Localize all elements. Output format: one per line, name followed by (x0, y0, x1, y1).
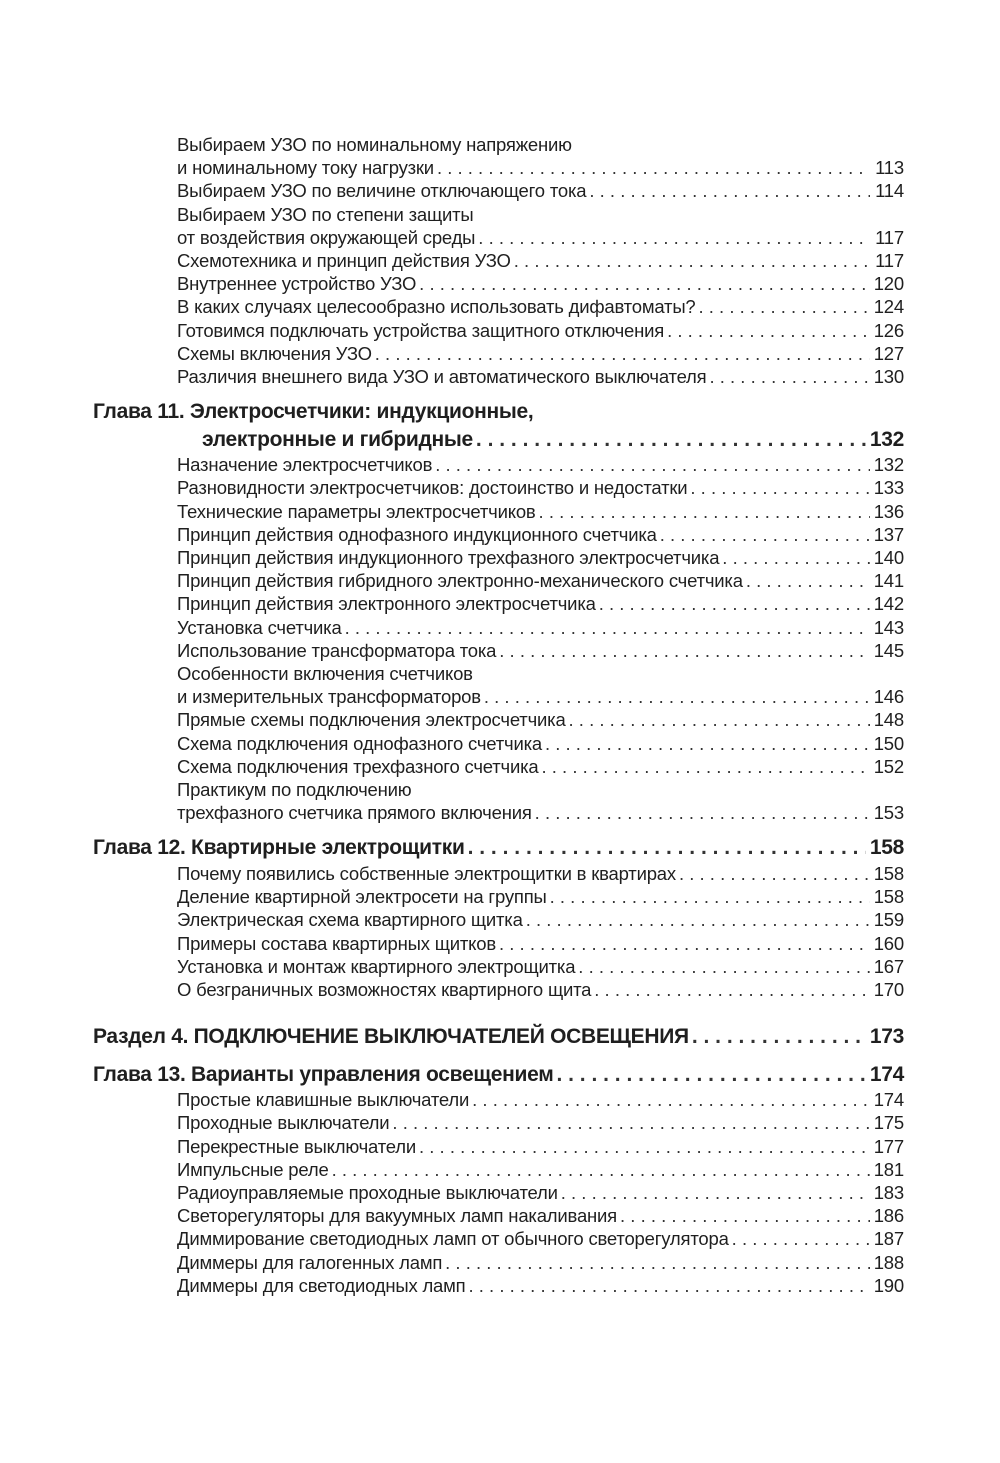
toc-entry-title: Примеры состава квартирных щитков (177, 932, 496, 954)
toc-entry-title: Глава 12. Квартирные электрощитки (93, 836, 465, 860)
toc-entry (93, 755, 904, 778)
toc-entry (93, 179, 904, 202)
toc-entry (93, 342, 904, 365)
toc-entry-title: Почему появились собственные электрощитки в квартирах (177, 862, 676, 884)
toc-entry-title: Проходные выключатели (177, 1112, 390, 1134)
page-number: 183 (873, 1182, 904, 1204)
toc-entry (93, 569, 904, 592)
toc-chapter-heading (93, 834, 904, 862)
leader-dots (578, 955, 869, 978)
leader-dots (419, 1135, 870, 1158)
toc-entry (93, 662, 904, 708)
toc-entry (93, 708, 904, 731)
leader-dots (435, 453, 870, 476)
page-number: 187 (873, 1228, 904, 1250)
toc-entry (93, 476, 904, 499)
toc-entry-title: Особенности включения счетчиков (177, 663, 473, 685)
toc-entry-title: Использование трансформатора тока (177, 639, 497, 661)
toc-entry (93, 932, 904, 955)
page-number: 132 (869, 427, 904, 451)
toc-entry (93, 1088, 904, 1111)
toc-entry (93, 778, 904, 824)
leader-dots (445, 1251, 870, 1274)
toc-entry-title: Схема подключения трехфазного счетчика (177, 755, 539, 777)
toc-entry-title: Радиоуправляемые проходные выключатели (177, 1182, 558, 1204)
toc-part-heading (93, 1023, 904, 1051)
page-number: 153 (873, 802, 904, 824)
page-number: 117 (875, 226, 904, 248)
page-number: 142 (873, 593, 904, 615)
toc-entry-title: Схема подключения однофазного счетчика (177, 732, 542, 754)
toc-entry (93, 1227, 904, 1250)
toc-entry (93, 1204, 904, 1227)
toc-chapter-heading (93, 398, 904, 453)
toc-entry-title: Готовимся подключать устройства защитного отключения (177, 319, 665, 341)
leader-dots (550, 885, 870, 908)
page-number: 127 (873, 342, 904, 364)
page-number: 174 (869, 1062, 904, 1086)
toc-entry-title: Внутреннее устройство УЗО (177, 273, 417, 295)
page-number: 136 (873, 500, 904, 522)
leader-dots (535, 801, 870, 824)
page-number: 146 (873, 686, 904, 708)
page-number: 148 (873, 709, 904, 731)
toc-entry-title: Импульсные реле (177, 1158, 329, 1180)
leader-dots (392, 1111, 869, 1134)
toc-entry-title: Технические параметры электросчетчиков (177, 500, 536, 522)
leader-dots (599, 592, 870, 615)
toc-entry-title: В каких случаях целесообразно использовать дифавтоматы? (177, 296, 696, 318)
table-of-contents (93, 133, 904, 1297)
page-number: 124 (873, 296, 904, 318)
toc-entry (93, 523, 904, 546)
toc-entry-title: Электрическая схема квартирного щитка (177, 909, 523, 931)
leader-dots (499, 639, 869, 662)
toc-entry (93, 1274, 904, 1297)
leader-dots (514, 249, 870, 272)
page-number: 188 (873, 1251, 904, 1273)
toc-entry-title: О безграничных возможностях квартирного щита (177, 979, 592, 1000)
leader-dots (692, 1023, 866, 1051)
toc-entry-title: Глава 11. Электросчетчики: индукционные, (93, 400, 534, 424)
toc-entry-title: Принцип действия гибридного электронно-механического счетчика (177, 570, 743, 592)
toc-entry-title: Различия внешнего вида УЗО и автоматического выключателя (177, 366, 707, 388)
leader-dots (722, 546, 869, 569)
leader-dots (437, 156, 870, 179)
toc-entry-title: электронные и гибридные (202, 427, 473, 451)
leader-dots (690, 476, 869, 499)
page-number: 152 (873, 755, 904, 777)
toc-entry-title: Перекрестные выключатели (177, 1135, 416, 1157)
toc-entry (93, 592, 904, 615)
toc-entry (93, 955, 904, 978)
toc-entry-title: от воздействия окружающей среды (177, 226, 476, 248)
page-number: 167 (873, 955, 904, 977)
leader-dots (468, 834, 866, 862)
page-number: 141 (873, 570, 904, 592)
toc-entry (93, 885, 904, 908)
toc-entry-title: Прямые схемы подключения электросчетчика (177, 709, 566, 731)
toc-entry-title: Диммеры для галогенных ламп (177, 1251, 443, 1273)
toc-entry (93, 908, 904, 931)
leader-dots (539, 500, 870, 523)
page-number: 126 (873, 319, 904, 341)
leader-dots (541, 755, 869, 778)
toc-entry-title: Деление квартирной электросети на группы (177, 886, 547, 908)
toc-entry (93, 453, 904, 476)
leader-dots (667, 319, 870, 342)
page-number: 130 (873, 366, 904, 388)
toc-entry-title: Принцип действия электронного электросчетчика (177, 593, 596, 615)
page-number: 177 (873, 1135, 904, 1157)
leader-dots (620, 1204, 870, 1227)
toc-entry (93, 272, 904, 295)
page-number: 113 (875, 157, 904, 179)
page-number: 143 (873, 616, 904, 638)
page-number: 158 (869, 836, 904, 860)
page-number: 175 (873, 1112, 904, 1134)
toc-entry (93, 639, 904, 662)
leader-dots (526, 908, 870, 931)
toc-entry (93, 862, 904, 885)
leader-dots (472, 1088, 870, 1111)
page-number: 137 (873, 523, 904, 545)
toc-entry-title: Глава 13. Варианты управления освещением (93, 1062, 554, 1086)
toc-entry-title: и номинальному току нагрузки (177, 157, 434, 179)
toc-entry (93, 319, 904, 342)
toc-entry (93, 133, 904, 179)
leader-dots (468, 1274, 869, 1297)
leader-dots (699, 295, 870, 318)
toc-entry-title: и измерительных трансформаторов (177, 686, 481, 708)
toc-entry (93, 1158, 904, 1181)
leader-dots (679, 862, 870, 885)
leader-dots (709, 365, 869, 388)
toc-entry (93, 1135, 904, 1158)
toc-entry (93, 732, 904, 755)
page-number: 190 (873, 1274, 904, 1296)
toc-entry (93, 365, 904, 388)
page-number: 160 (873, 932, 904, 954)
toc-entry-title: Простые клавишные выключатели (177, 1089, 470, 1111)
toc-entry-title: Выбираем УЗО по степени защиты (177, 203, 474, 225)
toc-entry (93, 978, 904, 1001)
toc-entry-title: Светорегуляторы для вакуумных ламп накаливания (177, 1205, 618, 1227)
page-number: 140 (873, 547, 904, 569)
page-number: 173 (869, 1025, 904, 1049)
page-number: 181 (873, 1158, 904, 1180)
toc-entry-title: Выбираем УЗО по величине отключающего тока (177, 180, 587, 202)
leader-dots (660, 523, 870, 546)
page-number: 186 (873, 1205, 904, 1227)
leader-dots (589, 179, 870, 202)
page-number: 170 (873, 979, 904, 1000)
leader-dots (419, 272, 870, 295)
toc-entry-title: Схемотехника и принцип действия УЗО (177, 250, 511, 272)
toc-entry (93, 1111, 904, 1134)
page-number: 159 (873, 909, 904, 931)
leader-dots (375, 342, 870, 365)
leader-dots (476, 426, 866, 454)
toc-entry-title: Установка счетчика (177, 616, 342, 638)
page-number: 174 (873, 1089, 904, 1111)
page-number: 150 (873, 732, 904, 754)
toc-entry-title: Диммеры для светодиодных ламп (177, 1274, 466, 1296)
toc-entry (93, 1251, 904, 1274)
leader-dots (569, 708, 870, 731)
toc-entry-title: Практикум по подключению (177, 779, 412, 801)
toc-entry-title: Диммирование светодиодных ламп от обычного светорегулятора (177, 1228, 729, 1250)
toc-entry (93, 295, 904, 318)
toc-entry-title: Раздел 4. ПОДКЛЮЧЕНИЕ ВЫКЛЮЧАТЕЛЕЙ ОСВЕЩЕНИЯ (93, 1025, 689, 1049)
leader-dots (594, 978, 869, 1001)
page-number: 158 (873, 886, 904, 908)
toc-entry (93, 546, 904, 569)
toc-entry (93, 616, 904, 639)
toc-entry (93, 203, 904, 249)
toc-entry-title: Выбираем УЗО по номинальному напряжению (177, 134, 572, 155)
toc-entry-title: Схемы включения УЗО (177, 342, 372, 364)
toc-entry (93, 1181, 904, 1204)
toc-entry-title: Принцип действия однофазного индукционного счетчика (177, 523, 657, 545)
toc-chapter-heading (93, 1061, 904, 1089)
toc-entry (93, 500, 904, 523)
leader-dots (332, 1158, 870, 1181)
leader-dots (556, 1061, 865, 1089)
page-number: 145 (873, 639, 904, 661)
toc-entry-title: Назначение электросчетчиков (177, 454, 433, 476)
toc-entry (93, 249, 904, 272)
leader-dots (746, 569, 870, 592)
leader-dots (545, 732, 870, 755)
leader-dots (561, 1181, 870, 1204)
page-number: 132 (873, 454, 904, 476)
toc-entry-title: трехфазного счетчика прямого включения (177, 802, 532, 824)
leader-dots (499, 932, 870, 955)
leader-dots (484, 685, 870, 708)
toc-entry-title: Разновидности электросчетчиков: достоинство и недостатки (177, 477, 688, 499)
leader-dots (478, 226, 870, 249)
page-number: 117 (875, 250, 904, 272)
page-number: 114 (875, 180, 904, 202)
page-number: 158 (873, 862, 904, 884)
leader-dots (732, 1227, 870, 1250)
toc-entry-title: Принцип действия индукционного трехфазного электросчетчика (177, 547, 720, 569)
leader-dots (345, 616, 870, 639)
toc-entry-title: Установка и монтаж квартирного электрощитка (177, 955, 576, 977)
page-number: 133 (873, 477, 904, 499)
page-number: 120 (873, 273, 904, 295)
